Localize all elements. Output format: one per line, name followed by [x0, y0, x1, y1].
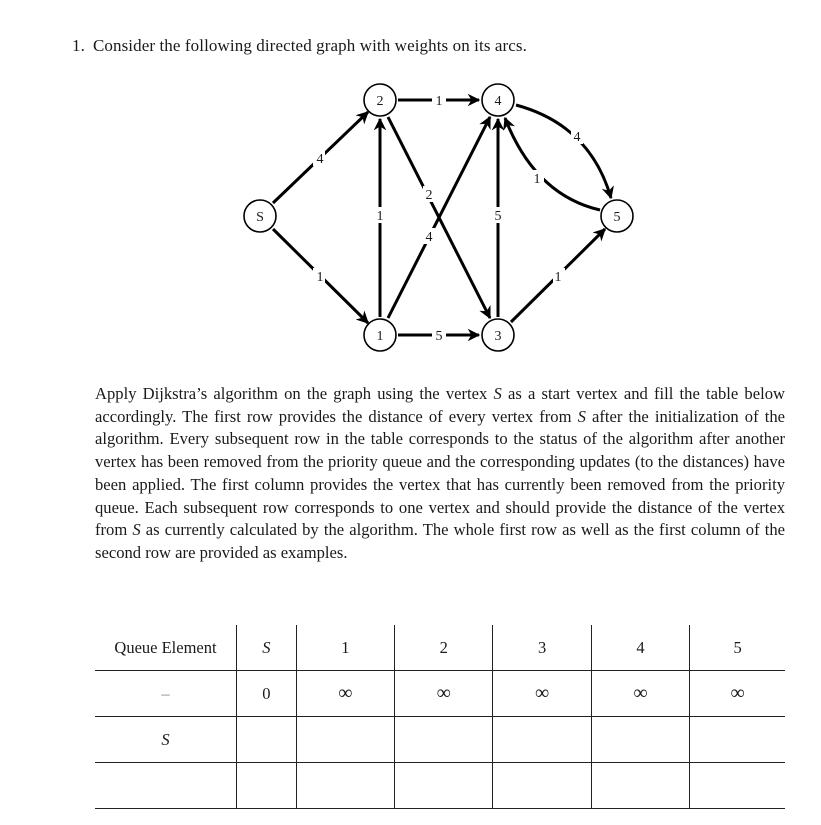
node-4 — [482, 84, 514, 116]
svg-text:1: 1 — [316, 270, 324, 285]
paragraph-text: after the initialization of the algorithm. Every subsequent row in the table corresponds to the status of the algorithm after another vertex has been removed from the priority queue and the corresponding updates (to the distances) have been applied. The first column provides the vertex that has currently been removed from the priority queue. Each subsequent row corresponds to one vertex and should provide the distance of the vertex from — [95, 406, 785, 540]
table-row — [95, 763, 785, 809]
svg-text:4: 4 — [425, 230, 433, 245]
cell — [493, 763, 591, 809]
header-vertex-4: 4 — [591, 625, 689, 671]
cell: ∞ — [296, 671, 394, 717]
var-S: S — [493, 384, 502, 403]
cell — [591, 763, 689, 809]
svg-text:5: 5 — [494, 209, 502, 224]
cell: ∞ — [690, 671, 785, 717]
svg-text:1: 1 — [554, 270, 562, 285]
table-row — [95, 671, 785, 717]
cell — [395, 717, 493, 763]
svg-text:2: 2 — [425, 188, 433, 203]
cell — [296, 763, 394, 809]
header-vertex-1: 1 — [296, 625, 394, 671]
node-5 — [601, 200, 633, 232]
node-1 — [364, 319, 396, 351]
directed-graph — [0, 0, 821, 380]
cell — [237, 763, 297, 809]
svg-text:4: 4 — [573, 130, 581, 145]
header-queue-element: Queue Element — [95, 625, 237, 671]
paragraph-text: as a start vertex and fill the table below accordingly. The first row provides the distance of every vertex from — [95, 384, 785, 426]
cell: ∞ — [493, 671, 591, 717]
var-S: S — [132, 520, 141, 540]
svg-text:3: 3 — [494, 329, 502, 344]
cell — [591, 717, 689, 763]
header-vertex-2: 2 — [395, 625, 493, 671]
header-vertex-3: 3 — [493, 625, 591, 671]
cell — [690, 763, 785, 809]
paragraph-text: as currently calculated by the algorithm. The whole first row as well as the first column of the second row are provided as examples. — [95, 520, 786, 562]
table-row — [95, 717, 785, 763]
edge-4-5 — [516, 105, 611, 198]
node-S — [244, 200, 276, 232]
cell — [395, 763, 493, 809]
question-text: Consider the following directed graph with weights on its arcs. — [92, 36, 528, 55]
cell: – — [95, 671, 237, 717]
cell: 0 — [237, 671, 297, 717]
table-header-row — [95, 625, 785, 671]
cell: ∞ — [395, 671, 493, 717]
cell — [690, 717, 785, 763]
paragraph-text: Apply Dijkstra’s algorithm on the graph using the vertex — [95, 384, 494, 403]
svg-text:S: S — [256, 210, 264, 225]
header-vertex-S: S — [237, 625, 297, 671]
header-vertex-5: 5 — [690, 625, 785, 671]
edge-5-4 — [505, 118, 600, 210]
dijkstra-table — [95, 625, 785, 809]
node-3 — [482, 319, 514, 351]
svg-text:1: 1 — [533, 172, 541, 187]
cell: ∞ — [591, 671, 689, 717]
svg-text:4: 4 — [316, 152, 324, 167]
cell: S — [95, 717, 237, 763]
question-number: 1. — [72, 36, 85, 55]
svg-text:5: 5 — [435, 329, 443, 344]
cell — [493, 717, 591, 763]
svg-text:1: 1 — [376, 329, 384, 344]
svg-text:1: 1 — [435, 94, 443, 109]
var-S: S — [577, 406, 586, 426]
svg-text:2: 2 — [376, 94, 384, 109]
svg-text:5: 5 — [613, 210, 621, 225]
instructions-paragraph — [95, 383, 785, 565]
cell — [95, 763, 237, 809]
cell — [237, 717, 297, 763]
node-2 — [364, 84, 396, 116]
svg-text:4: 4 — [494, 94, 502, 109]
cell — [296, 717, 394, 763]
svg-text:1: 1 — [376, 209, 384, 224]
